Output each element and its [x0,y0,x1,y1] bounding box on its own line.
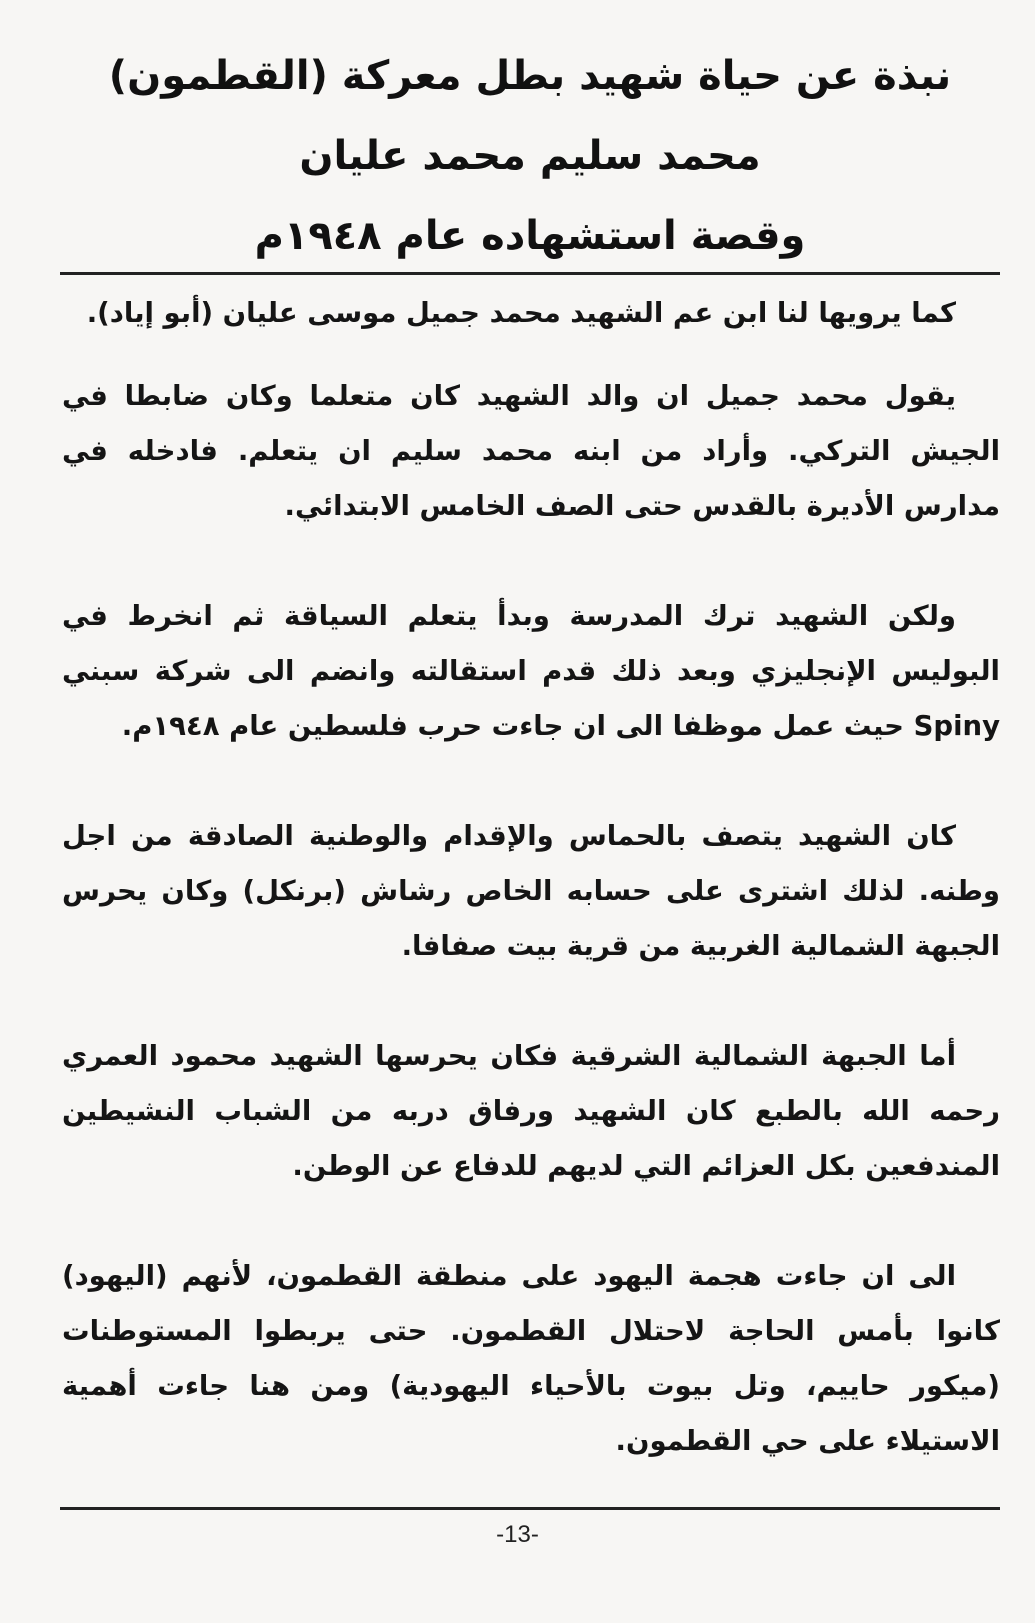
paragraph-front-east: أما الجبهة الشمالية الشرقية فكان يحرسها الشهيد محمود العمري رحمه الله بالطبع كان الشهيد ورفاق دربه من الشباب النشيطين المندفعين بكل العزائم التي لديهم للدفاع عن الوطن. [62,1040,1000,1182]
title-line-1: نبذة عن حياة شهيد بطل معركة (القطمون) [108,53,952,99]
footer-divider [60,1507,1000,1510]
paragraph-career: ولكن الشهيد ترك المدرسة وبدأ يتعلم السياقة ثم انخرط في البوليس الإنجليزي وبعد ذلك قدم استقالته وانضم الى شركة سبني Spiny حيث عمل موظفا الى ان جاءت حرب فلسطين عام ١٩٤٨م. [62,600,1000,742]
page-number: -13- [496,1521,539,1548]
paragraph-attack: الى ان جاءت هجمة اليهود على منطقة القطمون، لأنهم (اليهود) كانوا بأمس الحاجة لاحتلال القطمون. حتى يربطوا المستوطنات (ميكور حاييم، وتل بيوت بالأحياء اليهودية) ومن هنا جاءت أهمية الاستيلاء على حي القطمون. [62,1260,1000,1457]
title-line-2: محمد سليم محمد عليان [299,133,761,179]
paragraph-father: يقول محمد جميل ان والد الشهيد كان متعلما وكان ضابطا في الجيش التركي. وأراد من ابنه محمد سليم ان يتعلم. فادخله في مدارس الأديرة بالقدس حتى الصف الخامس الابتدائي. [62,380,1000,522]
title-divider [60,272,1000,275]
title-line-3: وقصة استشهاده عام ١٩٤٨م [254,213,806,259]
paragraph-intro: كما يرويها لنا ابن عم الشهيد محمد جميل موسى عليان (أبو إياد). [86,297,956,329]
page-title [60,36,1000,276]
paragraph-front-west: كان الشهيد يتصف بالحماس والإقدام والوطنية الصادقة من اجل وطنه. لذلك اشترى على حسابه الخاص رشاش (برنكل) وكان يحرس الجبهة الشمالية الغربية من قرية بيت صفافا. [62,820,1000,962]
body-text [62,286,1000,1524]
